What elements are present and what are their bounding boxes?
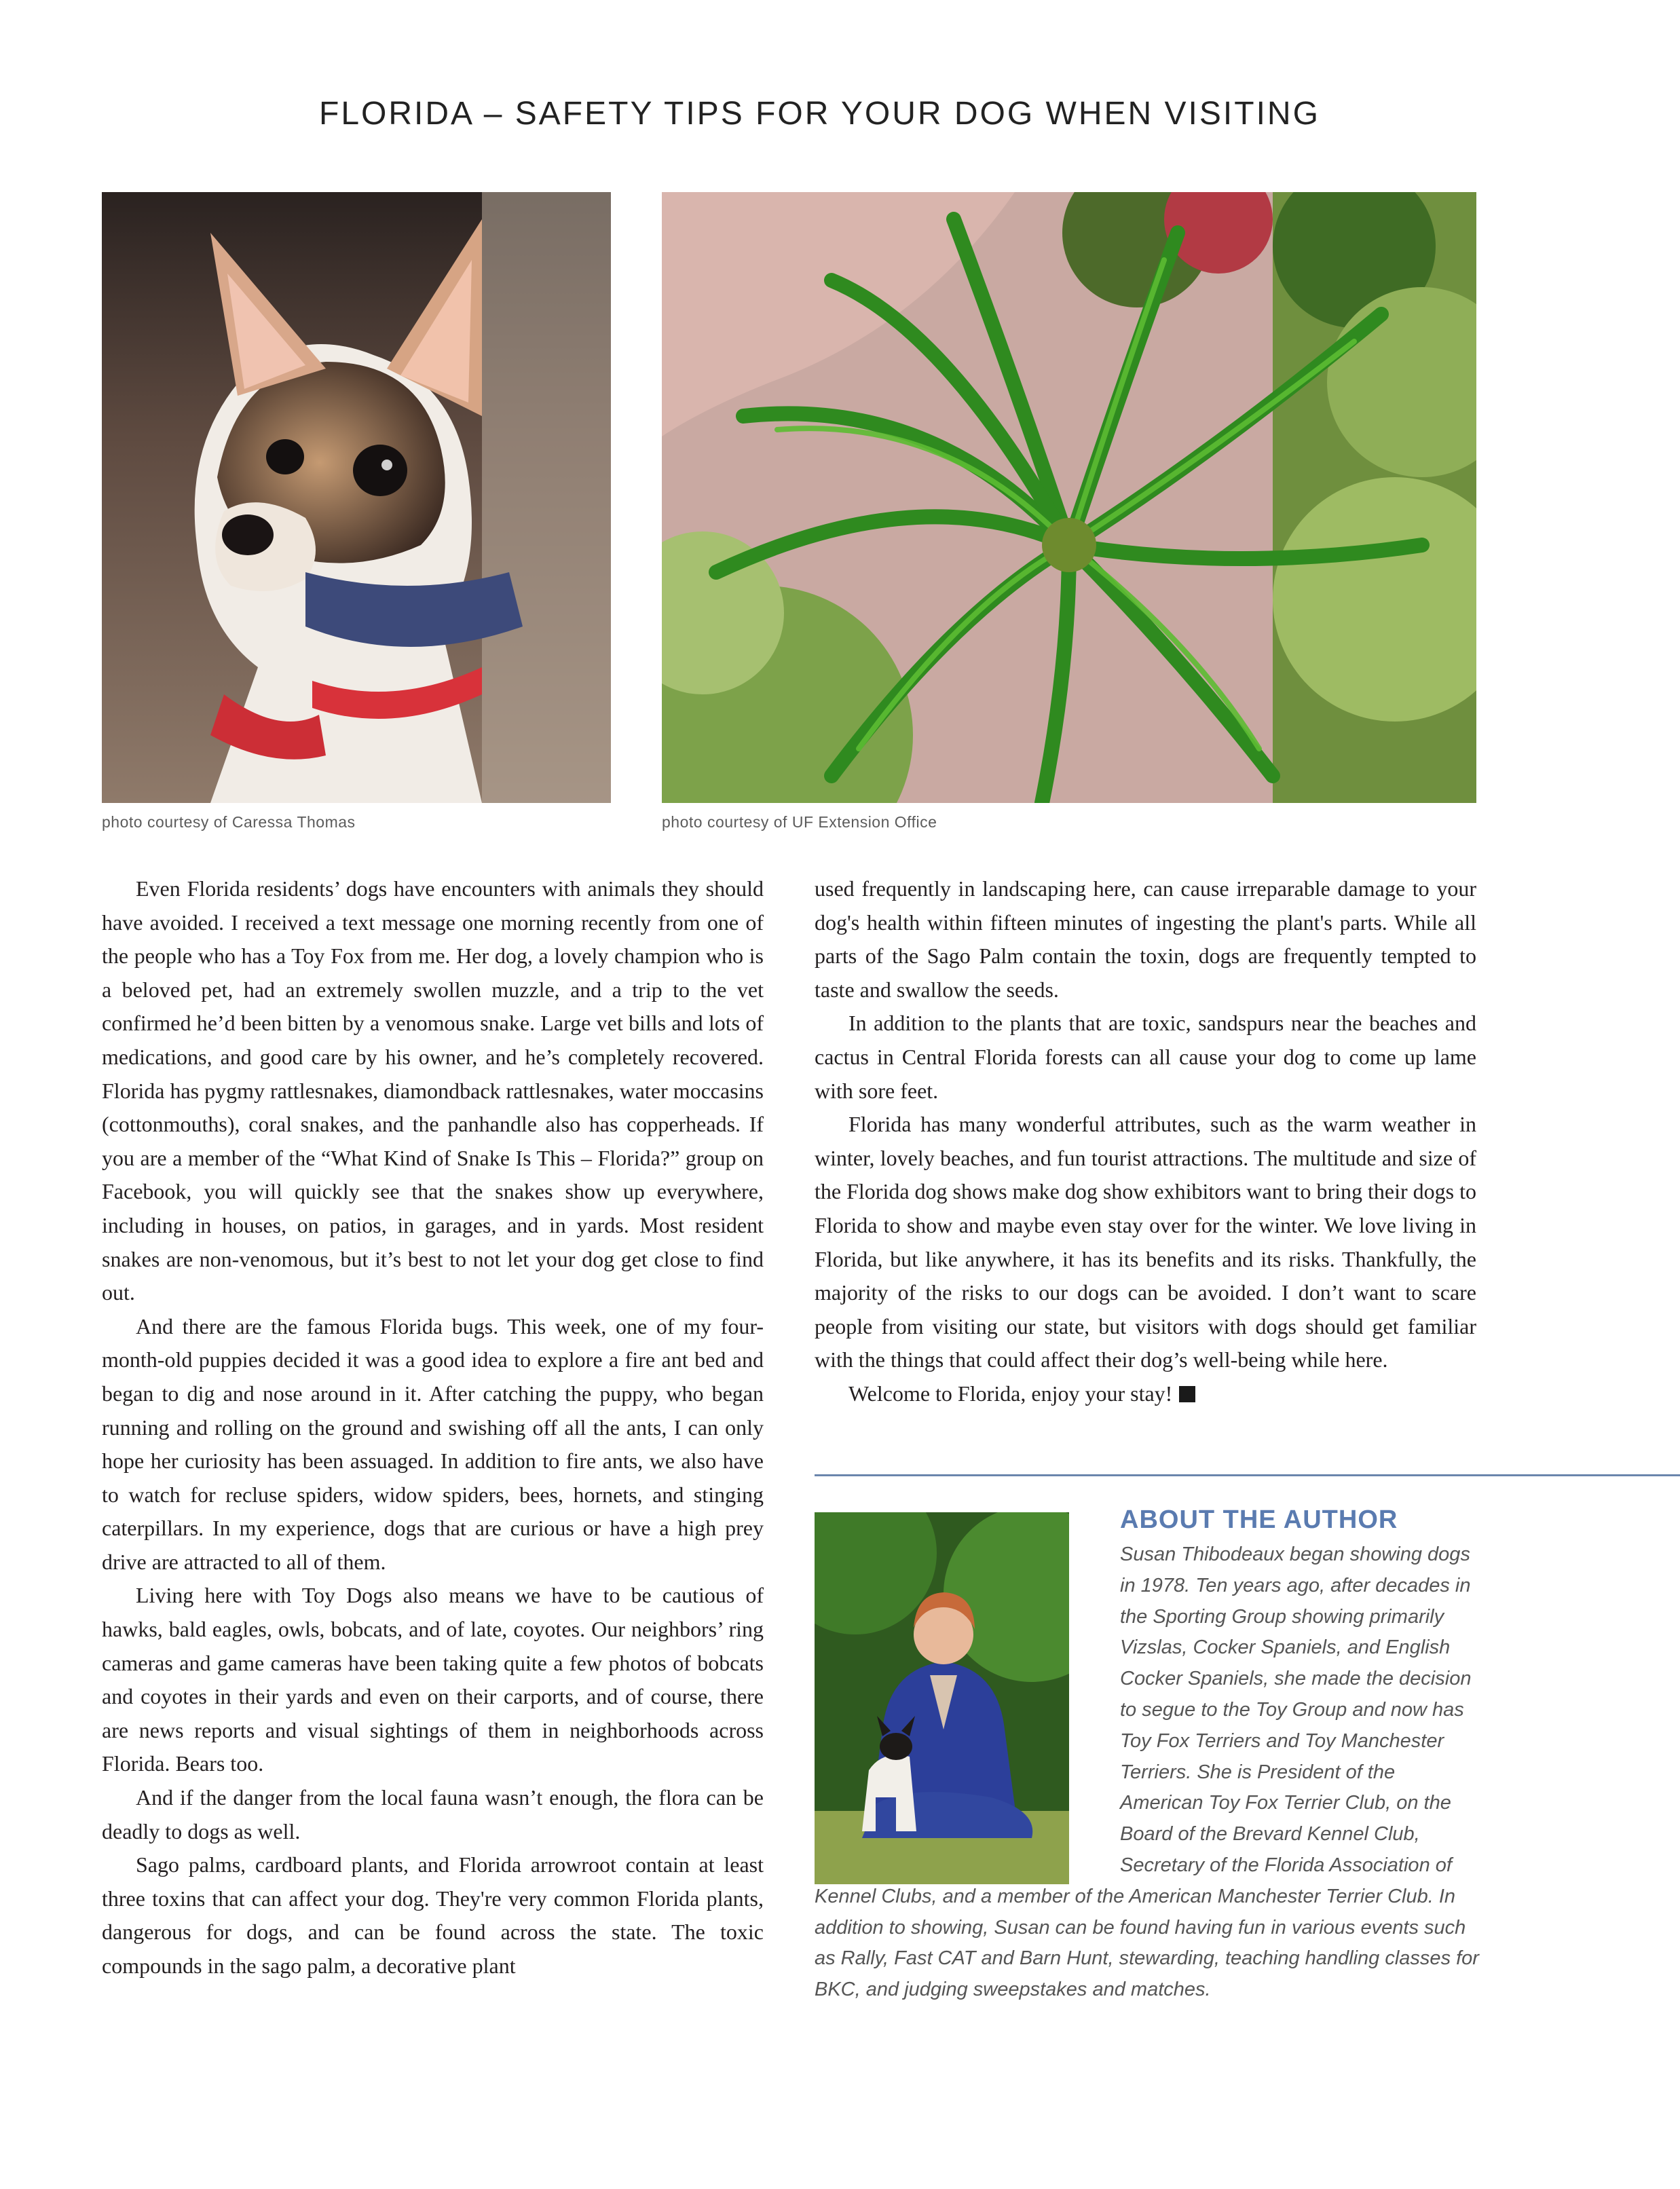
author-bio [815,1539,1480,2006]
article-paragraph: And if the danger from the local fauna wasn’t enough, the flora can be deadly to dogs as well. [102,1785,764,1844]
article-column-right [815,872,1476,1411]
article-paragraph: used frequently in landscaping here, can cause irreparable damage to your dog's health within fifteen minutes of ingesting the plant's parts. While all parts of the Sago Palm contain the toxin, dogs are frequently tempted to taste and swallow the seeds. [815,876,1476,1002]
article-closing [815,1377,1476,1411]
article-paragraph: Living here with Toy Dogs also means we have to be cautious of hawks, bald eagles, owls, bobcats, and of late, coyotes. Our neighbors’ ring cameras and game cameras have been taking quite a few photos of bobcats and coyotes in their yards and even on their carports, and of course, there are news reports and visual sightings of them in neighborhoods across Florida. Bears too. [102,1583,764,1776]
end-mark-icon [1179,1386,1195,1402]
section-divider [815,1474,1680,1476]
article-column-left [102,872,764,1983]
sago-palm-photo [662,192,1476,803]
dog-photo [102,192,611,803]
article-paragraph: In addition to the plants that are toxic, sandspurs near the beaches and cactus in Central Florida forests can all cause your dog to come up lame with sore feet. [815,1011,1476,1103]
dog-photo-caption: photo courtesy of Caressa Thomas [102,813,356,831]
photo-wrap-spacer [815,1539,1120,1880]
article-paragraph: Even Florida residents’ dogs have encounters with animals they should have avoided. I received a text message one morning recently from one of the people who has a Toy Fox from me. Her dog, a lovely champion who is a beloved pet, had an extremely swollen muzzle, and a trip to the vet confirmed he’d been bitten by a venomous snake. Large vet bills and lots of medications, and good care by his owner, and he’s completely recovered. Florida has pygmy rattlesnakes, diamondback rattlesnakes, water moccasins (cottonmouths), coral snakes, and the panhandle also has copperheads. If you are a member of the “What Kind of Snake Is This – Florida?” group on Facebook, you will quickly see that the snakes show up everywhere, including in houses, on patios, in garages, and in yards. Most resident snakes are non-venomous, but it’s best to not let your dog get close to find out. [102,876,764,1305]
closing-text: Welcome to Florida, enjoy your stay! [848,1381,1173,1406]
palm-photo-caption: photo courtesy of UF Extension Office [662,813,937,831]
article-paragraph: Sago palms, cardboard plants, and Florida arrowroot contain at least three toxins that can affect your dog. They're very common Florida plants, dangerous for dogs, and can be found across the state. The toxic compounds in the sago palm, a decorative plant [102,1852,764,1978]
author-bio-text: Susan Thibodeaux began showing dogs in 1978. Ten years ago, after decades in the Sporting Group showing primarily Vizslas, Cocker Spaniels, and English Cocker Spaniels, she made the decision to segue to the Toy Group and now has Toy Fox Terriers and Toy Manchester Terriers. She is President of the American Toy Fox Terrier Club, on the Board of the Brevard Kennel Club, Secretary of the Florida Association of Kennel Clubs, and a member of the American Manchester Terrier Club. In addition to showing, Susan can be found having fun in various events such as Rally, Fast CAT and Barn Hunt, stewarding, teaching handling classes for BKC, and judging sweepstakes and matches. [815,1543,1479,2001]
page-title: FLORIDA – SAFETY TIPS FOR YOUR DOG WHEN VISITING [319,96,1320,132]
article-paragraph: And there are the famous Florida bugs. This week, one of my four-month-old puppies decided it was a good idea to explore a fire ant bed and began to dig and nose around in it. After catching the puppy, who began running and rolling on the ground and swishing off all the ants, I can only hope her curiosity has been assuaged. In addition to fire ants, we also have to watch for recluse spiders, widow spiders, bees, hornets, and stinging caterpillars. In my experience, dogs that are curious or have a high prey drive are attracted to all of them. [102,1313,764,1574]
about-author-heading: ABOUT THE AUTHOR [1120,1505,1398,1534]
article-paragraph: Florida has many wonderful attributes, such as the warm weather in winter, lovely beaches, and fun tourist attractions. The multitude and size of the Florida dog shows make dog show exhibitors want to bring their dogs to Florida to show and maybe even stay over for the winter. We love living in Florida, but like anywhere, it has its benefits and its risks. Thankfully, the majority of the risks to our dogs can be avoided. I don’t want to scare people from visiting our state, but visitors with dogs should get familiar with the things that could affect their dog’s well-being while here. [815,1112,1477,1372]
